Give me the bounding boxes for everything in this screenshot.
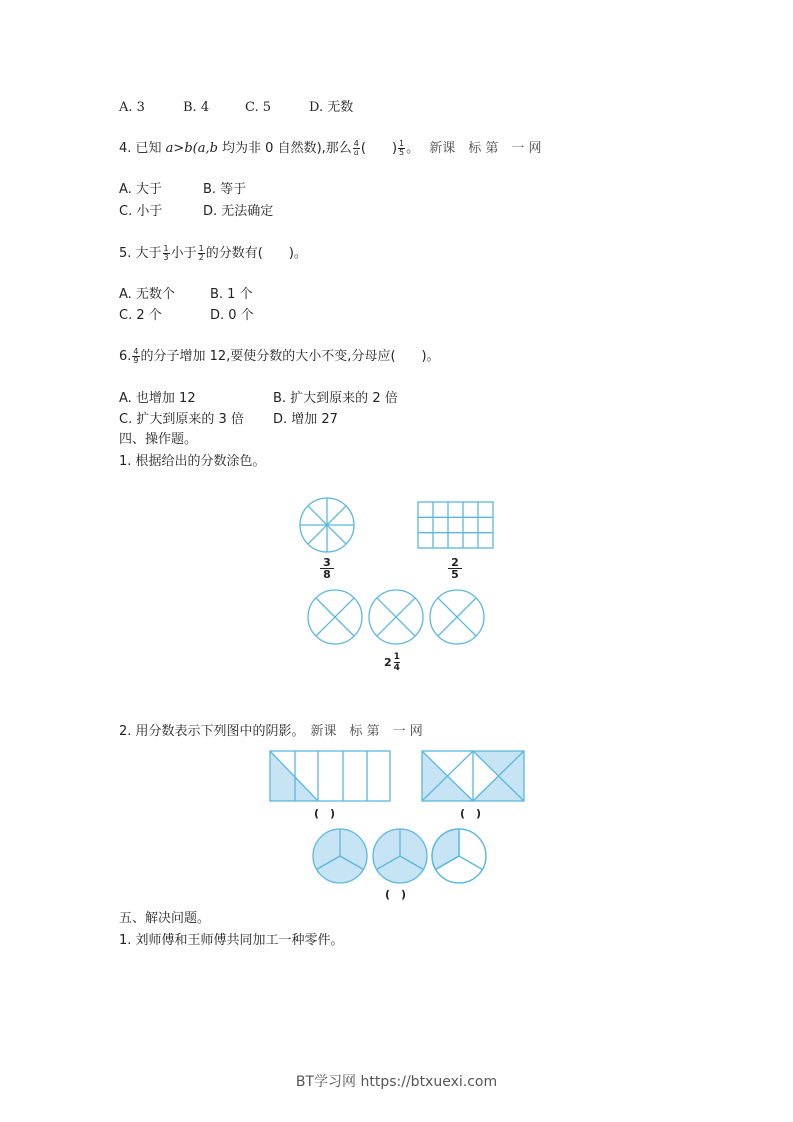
q2-watermark: 新课 标 第 一 网	[310, 724, 423, 739]
circle-thirds-full-1	[313, 829, 367, 883]
q4-option-b: B. 等于	[203, 182, 247, 197]
section-5-q1: 1. 刘师傅和王师傅共同加工一种零件。	[119, 933, 344, 948]
q4-question: 4. 已知 a>b(a,b 均为非 0 自然数),那么 $\frac{4}{a}$ ( ) $\frac{1}{5}$ 。 新课 标 第 一 网	[119, 139, 542, 157]
grid-fifteenths	[418, 502, 493, 548]
circle-quarters-3	[430, 590, 484, 644]
q3-option-c: C. 5	[245, 100, 272, 115]
q4-fraction-2: $\frac{1}{5}$	[399, 139, 405, 157]
answer-paren-2: ( )	[460, 807, 482, 820]
section-5-title: 五、解决问题。	[119, 911, 211, 926]
answer-paren-1: ( )	[314, 807, 336, 820]
section-4-title: 四、操作题。	[119, 432, 198, 447]
rect-shaded-diagonals	[422, 751, 524, 801]
q4-watermark: 新课 标 第 一 网	[429, 141, 542, 156]
q3-option-d: D. 无数	[309, 100, 354, 115]
footer-site: BT学习网 https://btxuexi.com	[295, 1074, 498, 1090]
q6-option-d: D. 增加 27	[273, 412, 338, 427]
q5-option-d: D. 0 个	[210, 308, 254, 323]
circle-quarters-2	[369, 590, 423, 644]
rect-shaded-fifths	[270, 751, 390, 801]
q5-option-a: A. 无数个	[119, 287, 175, 302]
circle-quarters-1	[308, 590, 362, 644]
section-4-q2: 2. 用分数表示下列图中的阴影。 新课 标 第 一 网	[119, 724, 423, 739]
q4-condition: a>b(a,b	[165, 141, 218, 156]
label-three-eighths: 3 8	[320, 557, 334, 580]
q6-fraction: $\frac{4}{9}$	[133, 347, 139, 365]
circle-thirds-full-2	[373, 829, 427, 883]
q5-fraction-1: $\frac{1}{3}$	[163, 244, 169, 262]
q5-question: 5. 大于 $\frac{1}{3}$ 小于 $\frac{1}{2}$ 的分数有( )。	[119, 244, 307, 262]
section-4-q1: 1. 根据给出的分数涂色。	[119, 454, 266, 469]
q5-fraction-2: $\frac{1}{2}$	[198, 244, 204, 262]
q6-option-c: C. 扩大到原来的 3 倍	[119, 412, 244, 427]
q5-option-c: C. 2 个	[119, 308, 162, 323]
circle-eighths	[300, 498, 354, 552]
q6-option-a: A. 也增加 12	[119, 391, 196, 406]
label-two-and-one-quarter: 2 $\frac{1}{4}$	[384, 652, 400, 673]
q4-fraction-1: $\frac{4}{a}$	[353, 139, 359, 157]
circle-thirds-partial	[432, 829, 486, 883]
q4-option-a: A. 大于	[119, 182, 162, 197]
label-two-fifths: 2 5	[448, 557, 462, 580]
q5-option-b: B. 1 个	[210, 287, 253, 302]
q6-question: 6. $\frac{4}{9}$ 的分子增加 12,要使分数的大小不变,分母应( )。	[119, 347, 440, 365]
q6-option-b: B. 扩大到原来的 2 倍	[273, 391, 398, 406]
q4-option-c: C. 小于	[119, 204, 163, 219]
q3-option-a: A. 3	[119, 100, 145, 115]
q3-option-b: B. 4	[183, 100, 210, 115]
answer-paren-3: ( )	[385, 888, 407, 901]
q4-option-d: D. 无法确定	[203, 204, 274, 219]
